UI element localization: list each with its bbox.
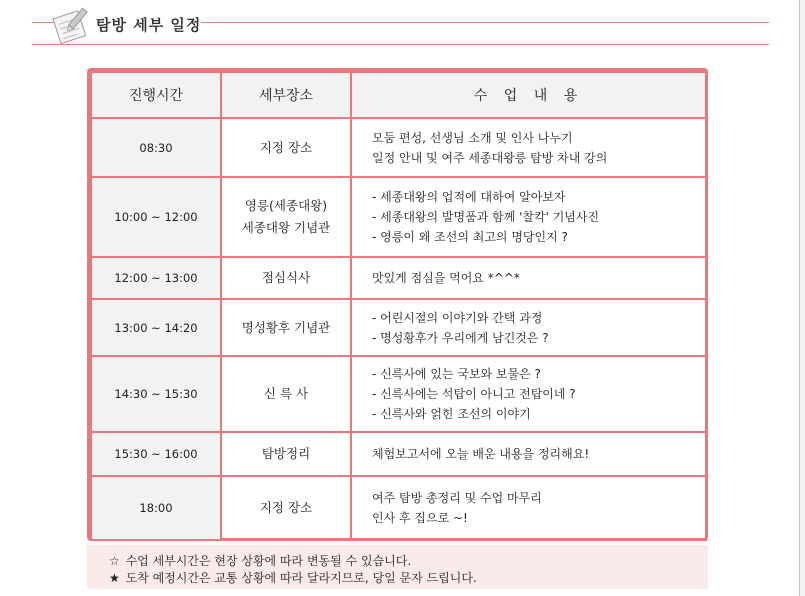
place-cell: 점심식사	[221, 257, 351, 299]
content-cell: - 신륵사에 있는 국보와 보물은 ? - 신륵사에는 석탑이 아니고 전탑이네 ? - 신륵사와 얽힌 조선의 이야기	[351, 356, 706, 432]
star-outline-icon: ☆	[109, 554, 120, 568]
time-cell: 10:00 ~ 12:00	[91, 177, 221, 257]
content-cell: 모둠 편성, 선생님 소개 및 인사 나누기 일정 안내 및 여주 세종대왕릉 탐방 차내 강의	[351, 118, 706, 177]
header-rule-right	[201, 22, 769, 23]
time-cell: 14:30 ~ 15:30	[91, 356, 221, 432]
time-cell: 15:30 ~ 16:00	[91, 432, 221, 476]
column-header-content: 수 업 내 용	[351, 72, 706, 118]
place-cell: 명성황후 기념관	[221, 299, 351, 356]
place-cell: 영릉(세종대왕) 세종대왕 기념관	[221, 177, 351, 257]
notice-line	[109, 569, 477, 586]
place-cell: 탐방정리	[221, 432, 351, 476]
time-cell: 13:00 ~ 14:20	[91, 299, 221, 356]
content-cell: - 세종대왕의 업적에 대하여 알아보자 - 세종대왕의 발명품과 함께 '찰칵' 기념사진 - 영릉이 왜 조선의 최고의 명당인지 ?	[351, 177, 706, 257]
notice-text: 수업 세부시간은 현장 상황에 따라 변동될 수 있습니다.	[125, 554, 412, 568]
content-cell: 여주 탐방 총정리 및 수업 마무리 인사 후 집으로 ~!	[351, 476, 706, 540]
section-header	[0, 0, 799, 60]
column-header-time: 진행시간	[91, 72, 221, 118]
table-row	[91, 118, 706, 177]
table-row	[91, 476, 706, 540]
table-row	[91, 432, 706, 476]
page-title: 탐방 세부 일정	[96, 16, 202, 34]
header-rule-bottom	[32, 44, 769, 45]
place-cell: 신 륵 사	[221, 356, 351, 432]
content-cell: - 어린시절의 이야기와 간택 과정 - 명성황후가 우리에게 남긴것은 ?	[351, 299, 706, 356]
notepad-pencil-icon	[48, 6, 92, 46]
star-filled-icon: ★	[109, 571, 120, 585]
place-cell: 지정 장소	[221, 476, 351, 540]
time-cell: 08:30	[91, 118, 221, 177]
time-cell: 12:00 ~ 13:00	[91, 257, 221, 299]
place-cell: 지정 장소	[221, 118, 351, 177]
column-header-place: 세부장소	[221, 72, 351, 118]
content-cell: 체험보고서에 오늘 배운 내용을 정리해요!	[351, 432, 706, 476]
time-cell: 18:00	[91, 476, 221, 540]
notice-text: 도착 예정시간은 교통 상황에 따라 달라지므로, 당일 문자 드립니다.	[125, 571, 477, 585]
schedule-table	[87, 68, 708, 541]
table-row	[91, 177, 706, 257]
notice-line	[109, 552, 411, 569]
table-row	[91, 257, 706, 299]
table-row	[91, 356, 706, 432]
notice-box	[87, 545, 708, 589]
content-cell: 맛있게 점심을 먹어요 *^^*	[351, 257, 706, 299]
table-row	[91, 299, 706, 356]
window-right-edge	[799, 0, 805, 596]
